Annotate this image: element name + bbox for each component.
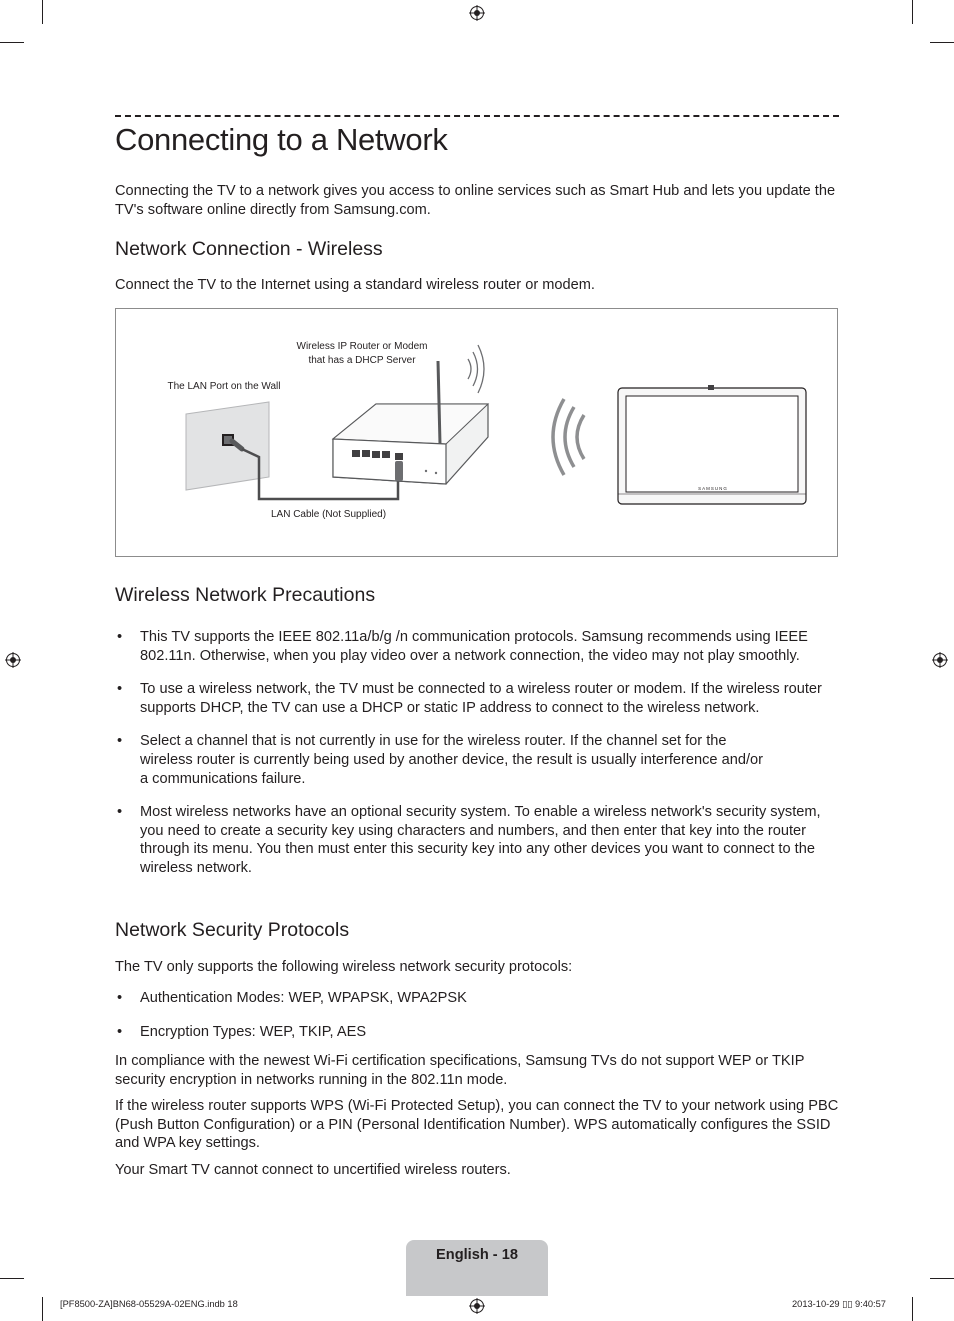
print-timestamp: 2013-10-29 ▯▯ 9:40:57 (792, 1299, 886, 1309)
section-heading-security: Network Security Protocols (115, 919, 350, 941)
cable-label: LAN Cable (Not Supplied) (270, 509, 387, 520)
security-paragraph: In compliance with the newest Wi-Fi certification specifications, Samsung TVs do not support WEP or TKIP security encryption in networks running in the 802.11n mode. (115, 1053, 805, 1088)
wifi-signal-icon (468, 345, 484, 393)
list-item: • To use a wireless network, the TV must be connected to a wireless router or modem. If the wireless router supports DHCP, the TV can use a DHCP or static IP address to connect to the wireless network. (115, 680, 839, 717)
wireless-description: Connect the TV to the Internet using a standard wireless router or modem. (115, 277, 595, 293)
list-item: • Most wireless networks have an optional security system. To enable a wireless network's security system, you need to create a security key using characters and numbers, and then enter that key into the router through its menu. You then must enter this security key into any other devices you want to connect to the wireless network. (115, 803, 839, 877)
wifi-signal-icon (553, 399, 584, 475)
title-divider (115, 115, 839, 117)
wall-lan-port-icon (186, 402, 269, 490)
file-info: [PF8500-ZA]BN68-05529A-02ENG.indb 18 (60, 1299, 238, 1309)
list-item: • Select a channel that is not currently in use for the wireless router. If the channel set for the wireless router is currently being used by another device, the result is usually interference and/or a communications failure. (115, 732, 839, 788)
list-item: • Authentication Modes: WEP, WPAPSK, WPA2PSK (115, 989, 839, 1008)
precautions-list (115, 628, 839, 878)
page-number-tab (406, 1240, 548, 1296)
page-title: Connecting to a Network (115, 122, 448, 157)
crop-mark (0, 42, 24, 43)
crop-mark (42, 1297, 43, 1321)
security-list (115, 989, 839, 1041)
crop-mark (930, 1278, 954, 1279)
registration-mark-icon (469, 5, 485, 21)
security-paragraph: If the wireless router supports WPS (Wi-Fi Protected Setup), you can connect the TV to your network using PBC (Push Button Configuration) or a PIN (Personal Identification Number). WPS automatically configures the SSID and WPA key settings. (115, 1098, 839, 1152)
page-number: English - 18 (436, 1247, 518, 1263)
registration-mark-icon (932, 652, 948, 668)
registration-mark-icon (5, 652, 21, 668)
security-intro: The TV only supports the following wireless network security protocols: (115, 959, 573, 975)
crop-mark (912, 0, 913, 24)
list-item: • Encryption Types: WEP, TKIP, AES (115, 1023, 839, 1042)
section-heading-precautions: Wireless Network Precautions (115, 584, 376, 606)
list-item: • This TV supports the IEEE 802.11a/b/g /n communication protocols. Samsung recommends using IEEE 802.11n. Otherwise, when you play video over a network connection, the video may not play smoothly. (115, 628, 839, 665)
tv-brand-logo: SAMSUNG (698, 486, 728, 491)
crop-mark (912, 1297, 913, 1321)
intro-paragraph: Connecting the TV to a network gives you access to online services such as Smart Hub and lets you update the TV's software online directly from Samsung.com. (115, 183, 836, 218)
registration-mark-icon (469, 1298, 485, 1314)
router-label: Wireless IP Router or Modem that has a DHCP Server (296, 341, 428, 366)
section-heading-wireless: Network Connection - Wireless (115, 238, 383, 260)
crop-mark (0, 1278, 24, 1279)
security-paragraph: Your Smart TV cannot connect to uncertified wireless routers. (115, 1162, 511, 1178)
router-icon (333, 361, 488, 484)
wall-port-label: The LAN Port on the Wall (167, 381, 281, 392)
wireless-connection-diagram (115, 308, 838, 557)
crop-mark (930, 42, 954, 43)
crop-mark (42, 0, 43, 24)
